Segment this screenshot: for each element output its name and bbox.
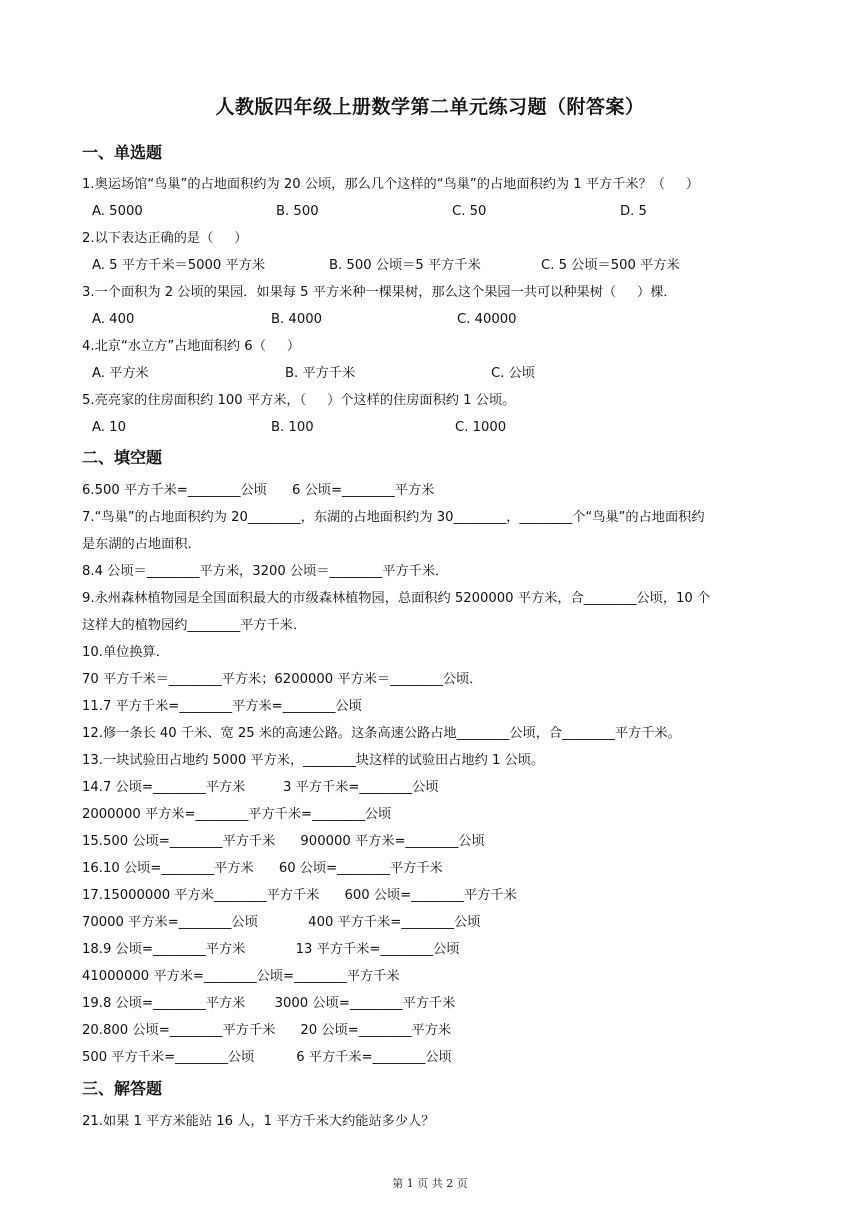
question-16: 16.10 公顷=________平方米 60 公顷=________平方千米 xyxy=(82,861,443,876)
section-heading-single-choice: 一、单选题 xyxy=(82,143,163,162)
question-12: 12.修一条长 40 千米、宽 25 米的高速公路。这条高速公路占地________公顷，合________平方千米。 xyxy=(82,726,681,741)
question-5-option-a: A. 10 xyxy=(92,420,126,435)
question-6: 6.500 平方千米=________公顷 6 公顷=________平方米 xyxy=(82,483,435,498)
question-20-line-2: 500 平方千米=________公顷 6 平方千米=________公顷 xyxy=(82,1050,452,1065)
question-5-stem: 5.亮亮家的住房面积约 100 平方米，（ ）个这样的住房面积约 1 公顷。 xyxy=(82,393,516,408)
question-2-option-b: B. 500 公顷＝5 平方千米 xyxy=(329,258,481,273)
question-5-option-b: B. 100 xyxy=(271,420,314,435)
question-3-stem: 3.一个面积为 2 公顷的果园．如果每 5 平方米种一棵果树，那么这个果园一共可以种果树（ ）棵． xyxy=(82,285,677,300)
question-10-line-2: 70 平方千米＝________平方米；6200000 平方米＝________公顷． xyxy=(82,672,483,687)
question-1-option-c: C. 50 xyxy=(452,204,487,219)
question-4-option-b: B. 平方千米 xyxy=(285,366,356,381)
question-17-line-2: 70000 平方米=________公顷 400 平方千米=________公顷 xyxy=(82,915,481,930)
question-9-line-2: 这样大的植物园约________平方千米． xyxy=(82,618,307,633)
question-4-stem: 4.北京“水立方”占地面积约 6（ ） xyxy=(82,339,301,354)
question-13: 13.一块试验田占地约 5000 平方米，________块这样的试验田占地约 1 公顷。 xyxy=(82,753,545,768)
question-18-line-1: 18.9 公顷=________平方米 13 平方千米=________公顷 xyxy=(82,942,460,957)
question-10-line-1: 10.单位换算． xyxy=(82,645,169,660)
question-3-option-a: A. 400 xyxy=(92,312,135,327)
question-9-line-1: 9.永州森林植物园是全国面积最大的市级森林植物园，总面积约 5200000 平方米，合________公顷，10 个 xyxy=(82,591,711,606)
question-20-line-1: 20.800 公顷=________平方千米 20 公顷=________平方米 xyxy=(82,1023,452,1038)
question-4-option-a: A. 平方米 xyxy=(92,366,149,381)
question-18-line-2: 41000000 平方米=________公顷=________平方千米 xyxy=(82,969,400,984)
question-7-line-2: 是东湖的占地面积． xyxy=(82,537,201,552)
question-1-option-a: A. 5000 xyxy=(92,204,143,219)
question-1-option-b: B. 500 xyxy=(276,204,319,219)
question-2-option-c: C. 5 公顷＝500 平方米 xyxy=(541,258,680,273)
question-14-line-2: 2000000 平方米=________平方千米=________公顷 xyxy=(82,807,392,822)
page-title: 人教版四年级上册数学第二单元练习题（附答案） xyxy=(215,96,645,118)
question-1-stem: 1.奥运场馆“鸟巢”的占地面积约为 20 公顷，那么几个这样的“鸟巢”的占地面积约为 1 平方千米？（ ） xyxy=(82,177,700,192)
question-3-option-c: C. 40000 xyxy=(457,312,517,327)
question-7-line-1: 7.“鸟巢”的占地面积约为 20________，东湖的占地面积约为 30________，________个“鸟巢”的占地面积约 xyxy=(82,510,705,525)
question-5-option-c: C. 1000 xyxy=(455,420,507,435)
question-2-stem: 2.以下表达正确的是（ ） xyxy=(82,231,248,246)
question-1-option-d: D. 5 xyxy=(620,204,647,219)
question-11: 11.7 平方千米=________平方米=________公顷 xyxy=(82,699,362,714)
question-8: 8.4 公顷＝________平方米，3200 公顷＝________平方千米． xyxy=(82,564,449,579)
question-3-option-b: B. 4000 xyxy=(271,312,322,327)
question-4-option-c: C. 公顷 xyxy=(491,366,535,381)
question-15: 15.500 公顷=________平方千米 900000 平方米=________公顷 xyxy=(82,834,485,849)
question-21: 21.如果 1 平方米能站 16 人，1 平方千米大约能站多少人？ xyxy=(82,1114,435,1129)
section-heading-answer: 三、解答题 xyxy=(82,1079,163,1098)
question-17-line-1: 17.15000000 平方米________平方千米 600 公顷=________平方千米 xyxy=(82,888,517,903)
page-footer: 第 1 页 共 2 页 xyxy=(392,1177,468,1190)
section-heading-fill-in: 二、填空题 xyxy=(82,448,163,467)
question-2-option-a: A. 5 平方千米＝5000 平方米 xyxy=(92,258,266,273)
question-19: 19.8 公顷=________平方米 3000 公顷=________平方千米 xyxy=(82,996,456,1011)
question-14-line-1: 14.7 公顷=________平方米 3 平方千米=________公顷 xyxy=(82,780,439,795)
